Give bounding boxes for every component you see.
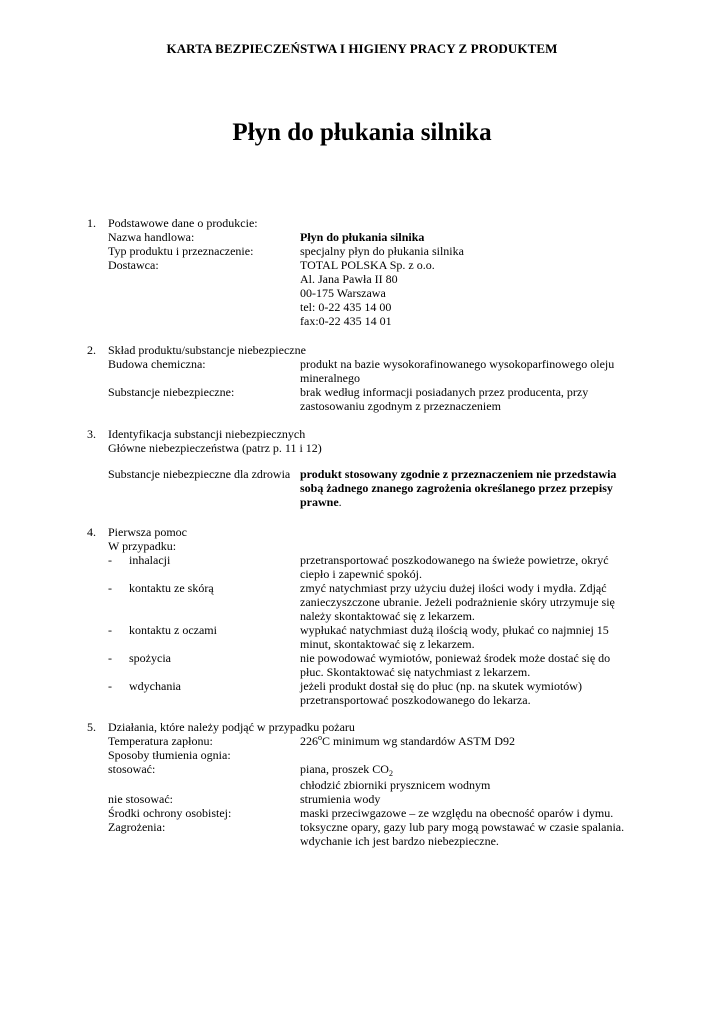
section-heading: Identyfikacja substancji niebezpiecznych: [108, 427, 306, 441]
section-heading: Skład produktu/substancje niebezpieczne: [108, 343, 306, 357]
section-number: 2.: [87, 343, 96, 357]
first-aid-text: ciepło i zapewnić spokój.: [300, 567, 422, 581]
section-heading: Działania, które należy podjąć w przypadku pożaru: [108, 720, 355, 734]
first-aid-text: płuc. Skontaktować się natychmiast z lekarzem.: [300, 665, 531, 679]
supplier-label: Dostawca:: [108, 258, 159, 272]
chemical-structure-value: produkt na bazie wysokorafinowanego wysokoparfinowego oleju: [300, 357, 615, 371]
list-dash: -: [108, 679, 112, 693]
health-hazard-label: Substancje niebezpieczne dla zdrowia: [108, 467, 291, 481]
first-aid-label-inhalation-lungs: wdychania: [129, 679, 181, 693]
list-dash: -: [108, 651, 112, 665]
section-first-aid: [87, 525, 647, 707]
first-aid-text: nie powodować wymiotów, ponieważ środek może dostać się do: [300, 651, 611, 665]
first-aid-text: przetransportować poszkodowanego na świeże powietrze, okryć: [300, 553, 609, 567]
section-number: 3.: [87, 427, 96, 441]
first-aid-text: wypłukać natychmiast dużą ilością wody, płukać co najmniej 15: [300, 623, 609, 637]
hazardous-substances-value: zastosowaniu zgodnym z przeznaczeniem: [300, 399, 501, 413]
section-number: 5.: [87, 720, 96, 734]
health-hazard-value: sobą żadnego znanego zagrożenia określanego przez przepisy: [300, 481, 613, 495]
list-dash: -: [108, 623, 112, 637]
hazards-label: Zagrożenia:: [108, 820, 166, 834]
flash-point-value: 226$^o$C minimum wg standardów ASTM D92: [300, 733, 516, 748]
chemical-structure-value: mineralnego: [300, 371, 360, 385]
section-subheading: W przypadku:: [108, 539, 177, 553]
list-dash: -: [108, 581, 112, 595]
first-aid-text: należy skontaktować się z lekarzem.: [300, 609, 475, 623]
first-aid-text: zmyć natychmiast przy użyciu dużej ilości wody i mydła. Zdjąć: [300, 581, 607, 595]
supplier-address-line: Al. Jana Pawła II 80: [300, 272, 398, 286]
list-dash: -: [108, 553, 112, 567]
health-hazard-value: produkt stosowany zgodnie z przeznaczeniem nie przedstawia: [300, 467, 617, 481]
section-subheading: Główne niebezpieczeństwa (patrz p. 11 i 12): [108, 441, 322, 455]
product-title: Płyn do płukania silnika: [232, 119, 492, 146]
first-aid-label-inhalation: inhalacji: [129, 553, 171, 567]
hazardous-substances-label: Substancje niebezpieczne:: [108, 385, 235, 399]
section-heading: Pierwsza pomoc: [108, 525, 187, 539]
ppe-label: Środki ochrony osobistej:: [108, 806, 232, 820]
do-not-use-label: nie stosować:: [108, 792, 173, 806]
chemical-structure-label: Budowa chemiczna:: [108, 357, 206, 371]
trade-name-label: Nazwa handlowa:: [108, 230, 195, 244]
product-type-label: Typ produktu i przeznaczenie:: [108, 244, 254, 258]
first-aid-text: zanieczyszczone ubranie. Jeżeli podrażnienie skóry utrzymuje się: [300, 595, 615, 609]
supplier-fax: fax:0-22 435 14 01: [300, 314, 392, 328]
supplier-address-line: 00-175 Warszawa: [300, 286, 386, 300]
supplier-phone: tel: 0-22 435 14 00: [300, 300, 392, 314]
product-type-value: specjalny płyn do płukania silnika: [300, 244, 464, 258]
use-value: piana, proszek $CO_2$: [300, 762, 393, 778]
use-label: stosować:: [108, 762, 156, 776]
hazards-value: toksyczne opary, gazy lub pary mogą powstawać w czasie spalania.: [300, 820, 625, 834]
trade-name-value: Płyn do płukania silnika: [300, 230, 425, 244]
section-fire-fighting: [87, 720, 647, 848]
health-hazard-value-end: prawne.: [300, 495, 342, 509]
use-value: chłodzić zbiorniki prysznicem wodnym: [300, 778, 491, 792]
section-basic-data: [87, 216, 647, 328]
first-aid-text: minut, skontaktować się z lekarzem.: [300, 637, 475, 651]
ppe-value: maski przeciwgazowe – ze względu na obecność oparów i dymu.: [300, 806, 614, 820]
do-not-use-value: strumienia wody: [300, 792, 381, 806]
first-aid-text: jeżeli produkt dostał się do płuc (np. na skutek wymiotów): [300, 679, 582, 693]
flash-point-label: Temperatura zapłonu:: [108, 734, 213, 748]
hazards-value: wdychanie ich jest bardzo niebezpieczne.: [300, 834, 499, 848]
section-hazard-identification: [87, 427, 647, 509]
section-composition: [87, 343, 647, 413]
first-aid-label-ingestion: spożycia: [129, 651, 171, 665]
supplier-value: TOTAL POLSKA Sp. z o.o.: [300, 258, 435, 272]
first-aid-label-skin: kontaktu ze skórą: [129, 581, 214, 595]
section-number: 1.: [87, 216, 96, 230]
document-header: KARTA BEZPIECZEŃSTWA I HIGIENY PRACY Z PRODUKTEM: [166, 41, 558, 56]
first-aid-label-eyes: kontaktu z oczami: [129, 623, 217, 637]
first-aid-text: przetransportować poszkodowanego do lekarza.: [300, 693, 531, 707]
section-heading: Podstawowe dane o produkcie:: [108, 216, 258, 230]
extinguishing-methods-label: Sposoby tłumienia ognia:: [108, 748, 231, 762]
section-number: 4.: [87, 525, 96, 539]
hazardous-substances-value: brak według informacji posiadanych przez producenta, przy: [300, 385, 589, 399]
